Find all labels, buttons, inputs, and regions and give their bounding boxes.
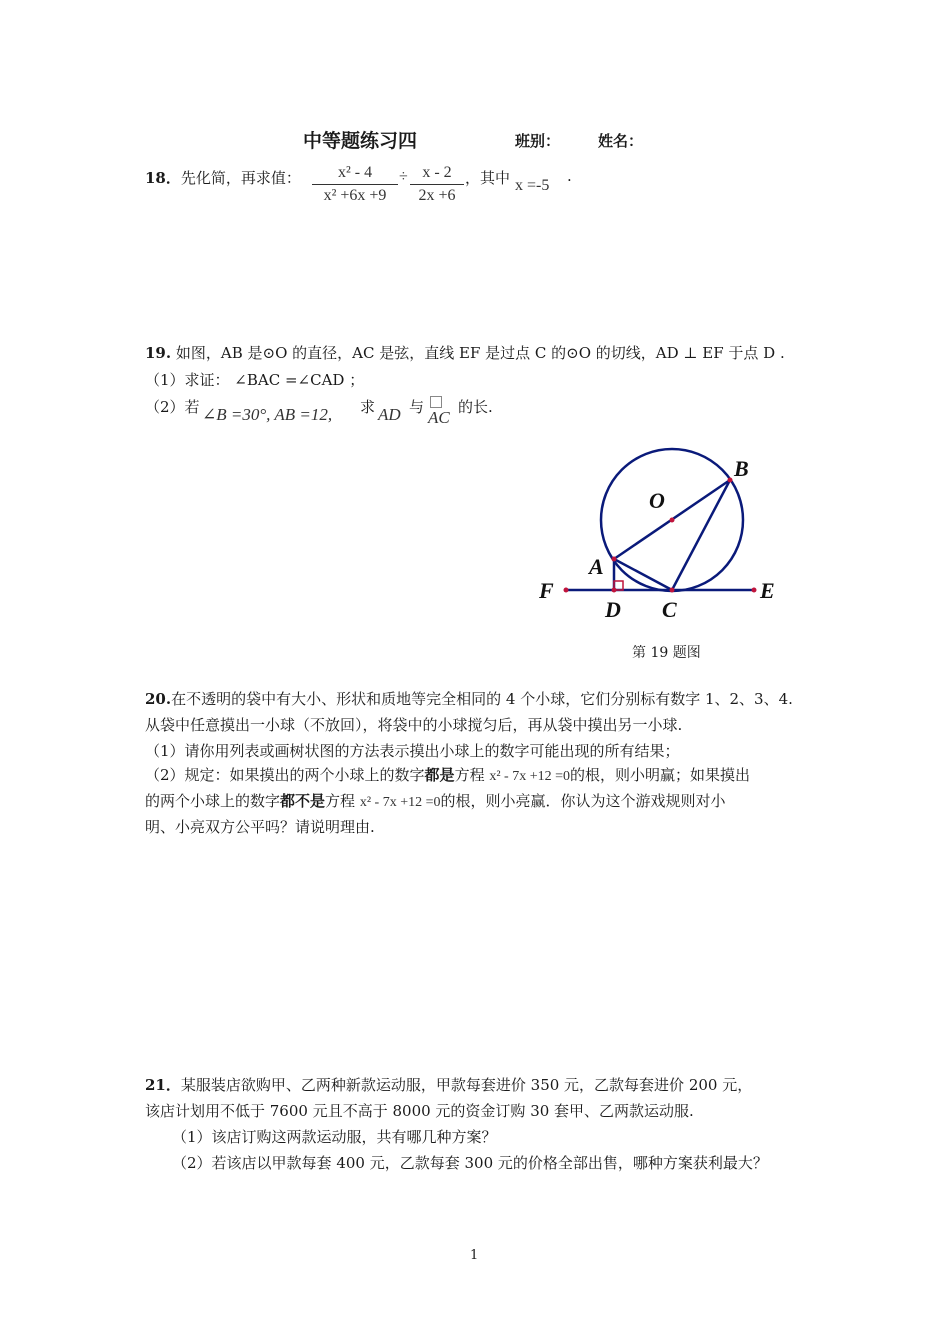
fraction-2	[410, 164, 464, 205]
page-title: 中等题练习四	[303, 130, 418, 152]
question-number: 18	[145, 169, 166, 187]
period: .	[567, 167, 572, 185]
point-e	[752, 588, 757, 593]
point-o	[670, 518, 675, 523]
label-e: E	[760, 578, 775, 603]
question-number: 20	[145, 690, 166, 708]
emphasis-none: 都不是	[280, 792, 326, 810]
question-line: 某服装店欲购甲、乙两种新款运动服，甲款每套进价 350 元，乙款每套进价 200 元，	[180, 1076, 753, 1094]
point-b	[728, 478, 733, 483]
question-line: 该店计划用不低于 7600 元且不高于 8000 元的资金订购 30 套甲、乙两款运动服.	[145, 1102, 694, 1120]
part-2-math: ∠B =30°, AB =12,	[202, 405, 333, 424]
fraction-numerator: x² - 4	[312, 164, 398, 185]
emphasis-all: 都是	[424, 766, 455, 784]
part-2-text: 方程	[325, 792, 356, 810]
fraction-denominator: x² +6x +9	[323, 187, 387, 204]
point-c	[670, 588, 675, 593]
arc-ac: AC	[428, 408, 450, 427]
label-b: B	[734, 456, 749, 481]
point-d	[612, 588, 617, 593]
label-o: O	[649, 488, 665, 513]
geometry-figure	[530, 440, 790, 630]
question-text: 先化简，再求值：	[180, 169, 301, 187]
part-1: （1）请你用列表或画树状图的方法表示摸出小球上的数字可能出现的所有结果；	[145, 742, 680, 760]
part-2-text: 的根，则小亮赢．你认为这个游戏规则对小	[440, 792, 726, 810]
part-2-and: 与	[409, 398, 425, 416]
class-label: 班别：	[515, 132, 561, 150]
part-1: （1）求证： ∠BAC =∠CAD ；	[145, 371, 365, 389]
arc-symbol-icon	[430, 396, 442, 408]
part-2-text: （2）规定：如果摸出的两个小球上的数字	[145, 766, 425, 784]
question-line: 在不透明的袋中有大小、形状和质地等完全相同的 4 个小球，它们分别标有数字 1、2、3、4.	[171, 690, 793, 708]
question-line: 明、小亮双方公平吗？请说明理由.	[145, 818, 375, 836]
label-d: D	[605, 597, 621, 622]
part-2-text: 的两个小球上的数字	[145, 792, 281, 810]
page-number: 1	[470, 1248, 479, 1263]
equation: x² - 7x +12 =0	[359, 795, 441, 810]
label-c: C	[662, 597, 677, 622]
divide-sign: ÷	[399, 168, 408, 185]
part-2-suffix: 的长.	[458, 398, 493, 416]
label-f: F	[539, 578, 554, 603]
question-line: 从袋中任意摸出一小球（不放回），将袋中的小球搅匀后，再从袋中摸出另一小球.	[145, 716, 683, 734]
name-label: 姓名：	[598, 132, 644, 150]
part-2-prefix: （2）若	[145, 398, 200, 416]
segment-ad: AD	[378, 405, 401, 424]
question-line: 如图，AB 是⊙O 的直径，AC 是弦，直线 EF 是过点 C 的⊙O 的切线，AD ⊥ EF 于点 D .	[175, 344, 785, 362]
fraction-1	[312, 164, 398, 205]
question-number: 19	[145, 344, 166, 362]
fraction-numerator: x - 2	[410, 164, 464, 185]
label-a: A	[589, 554, 604, 579]
part-2-ask: 求	[360, 398, 376, 416]
figure-caption: 第 19 题图	[632, 645, 701, 661]
equation: x² - 7x +12 =0	[489, 769, 571, 784]
segment-bc	[672, 480, 730, 590]
given-value: x =-5	[515, 177, 550, 194]
part-2: （2）若该店以甲款每套 400 元，乙款每套 300 元的价格全部出售，哪种方案获利最大？	[172, 1154, 768, 1172]
point-f	[564, 588, 569, 593]
part-1: （1）该店订购这两款运动服，共有哪几种方案？	[172, 1128, 497, 1146]
fraction-denominator: 2x +6	[418, 187, 456, 204]
point-a	[612, 557, 617, 562]
question-number: 21	[145, 1076, 166, 1094]
part-2-text: 的根，则小明赢；如果摸出	[570, 766, 751, 784]
where-text: ，其中	[465, 169, 511, 187]
part-2-text: 方程	[454, 766, 485, 784]
